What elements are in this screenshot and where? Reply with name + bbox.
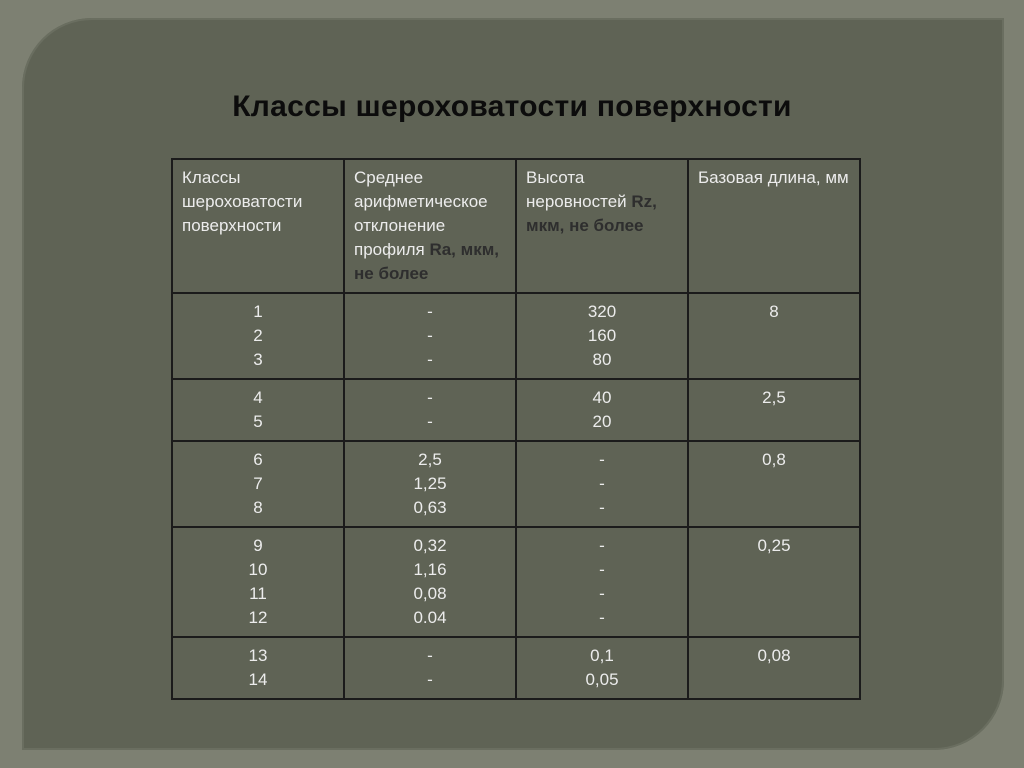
cell-value: - xyxy=(599,584,605,603)
cell-value: 13 xyxy=(248,646,268,665)
cell-ra xyxy=(344,379,516,441)
header-text: Классы шероховатости поверхности xyxy=(182,168,303,235)
cell-value: - xyxy=(427,302,433,321)
cell-class xyxy=(172,527,344,637)
cell-value: - xyxy=(599,608,605,627)
cell-value: 6 xyxy=(253,450,263,469)
cell-rz xyxy=(516,637,688,699)
cell-value: 8 xyxy=(253,498,263,517)
cell-base-length xyxy=(688,527,860,637)
cell-value: - xyxy=(599,560,605,579)
header-rz xyxy=(516,159,688,293)
cell-base-length xyxy=(688,379,860,441)
cell-value: 11 xyxy=(249,584,267,603)
table-row xyxy=(172,637,860,699)
cell-class xyxy=(172,441,344,527)
cell-value: 160 xyxy=(587,326,617,345)
cell-rz xyxy=(516,527,688,637)
cell-value: 2,5 xyxy=(418,450,442,469)
slide-title: Классы шероховатости поверхности xyxy=(232,90,792,123)
header-text: Базовая длина, мм xyxy=(698,168,849,187)
header-text: Высота неровностей xyxy=(526,168,632,211)
cell-value: 10 xyxy=(248,560,268,579)
cell-value: - xyxy=(427,388,433,407)
cell-value: 14 xyxy=(248,670,268,689)
cell-value: - xyxy=(599,474,605,493)
cell-value: 0.04 xyxy=(413,608,447,627)
table-header-row xyxy=(172,159,860,293)
cell-value: 4 xyxy=(253,388,263,407)
cell-value: - xyxy=(427,670,433,689)
cell-value: - xyxy=(599,450,605,469)
cell-value: 1 xyxy=(253,302,263,321)
table-row xyxy=(172,293,860,379)
cell-value: 5 xyxy=(253,412,263,431)
cell-ra xyxy=(344,637,516,699)
cell-class xyxy=(172,637,344,699)
cell-value: 2,5 xyxy=(762,388,786,407)
cell-class xyxy=(172,293,344,379)
cell-value: 3 xyxy=(253,350,263,369)
cell-value: 8 xyxy=(769,302,779,321)
cell-value: 12 xyxy=(248,608,268,627)
cell-value: 7 xyxy=(253,474,263,493)
cell-value: - xyxy=(599,498,605,517)
cell-value: - xyxy=(427,412,433,431)
cell-value: - xyxy=(427,646,433,665)
cell-value: 0,1 xyxy=(590,646,614,665)
cell-value: 320 xyxy=(587,302,617,321)
cell-ra xyxy=(344,527,516,637)
cell-rz xyxy=(516,379,688,441)
cell-rz xyxy=(516,441,688,527)
cell-value: 1,25 xyxy=(413,474,447,493)
cell-ra xyxy=(344,441,516,527)
header-emphasis: Ra, мкм, не более xyxy=(354,240,500,283)
roughness-table xyxy=(171,158,861,700)
cell-value: 0,25 xyxy=(757,536,791,555)
cell-value: 0,05 xyxy=(585,670,619,689)
cell-rz xyxy=(516,293,688,379)
header-text: Среднее арифметическое отклонение профиля xyxy=(354,168,488,259)
cell-value: 9 xyxy=(253,536,263,555)
cell-value: - xyxy=(427,326,433,345)
cell-base-length xyxy=(688,441,860,527)
header-roughness-class xyxy=(172,159,344,293)
cell-value: 80 xyxy=(592,350,612,369)
cell-value: 20 xyxy=(592,412,612,431)
cell-value: 0,63 xyxy=(413,498,447,517)
cell-value: 0,08 xyxy=(757,646,791,665)
cell-value: 2 xyxy=(253,326,263,345)
cell-base-length xyxy=(688,293,860,379)
cell-value: 1,16 xyxy=(413,560,447,579)
header-emphasis: Rz, мкм, не более xyxy=(526,192,657,235)
cell-value: - xyxy=(599,536,605,555)
cell-base-length xyxy=(688,637,860,699)
header-ra xyxy=(344,159,516,293)
cell-class xyxy=(172,379,344,441)
header-base-length xyxy=(688,159,860,293)
cell-ra xyxy=(344,293,516,379)
table-row xyxy=(172,441,860,527)
cell-value: 40 xyxy=(592,388,612,407)
cell-value: 0,32 xyxy=(413,536,447,555)
cell-value: - xyxy=(427,350,433,369)
cell-value: 0,08 xyxy=(413,584,447,603)
cell-value: 0,8 xyxy=(762,450,786,469)
table-row xyxy=(172,527,860,637)
table-body xyxy=(172,293,860,699)
table-row xyxy=(172,379,860,441)
